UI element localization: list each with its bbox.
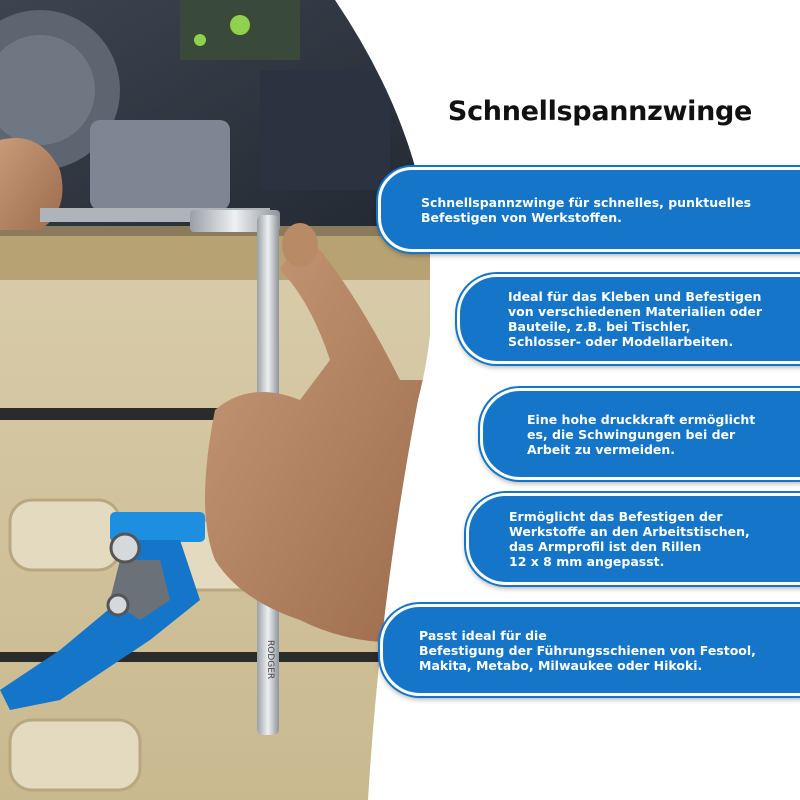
feature-card-quick-fastening: [378, 167, 800, 252]
feature-text: Schnellspannzwinge für schnelles, punktuelles Befestigen von Werkstoffen.: [421, 194, 752, 225]
feature-card-gluing: [457, 274, 800, 364]
feature-text: Ideal für das Kleben und Befestigen von verschiedenen Materialien oder Bauteile, z.B. bei Tischler, Schlosser- oder Modellarbeiten.: [508, 289, 763, 349]
feature-card-guide-rails: [380, 604, 800, 696]
page-title: Schnellspannzwinge: [447, 96, 753, 127]
feature-card-pressure: [480, 388, 800, 480]
feature-text: Passt ideal für die Befestigung der Führungsschienen von Festool, Makita, Metabo, Milwaukee oder Hikoki.: [419, 627, 756, 673]
feature-card-workbench: [466, 493, 800, 585]
product-label: RODGER: [265, 640, 275, 680]
feature-text: Eine hohe druckkraft ermöglicht es, die Schwingungen bei der Arbeit zu vermeiden.: [527, 411, 756, 457]
feature-text: Ermöglicht das Befestigen der Werkstoffe an den Arbeitstischen, das Armprofil ist den Rillen 12 x 8 mm angepasst.: [509, 509, 750, 569]
